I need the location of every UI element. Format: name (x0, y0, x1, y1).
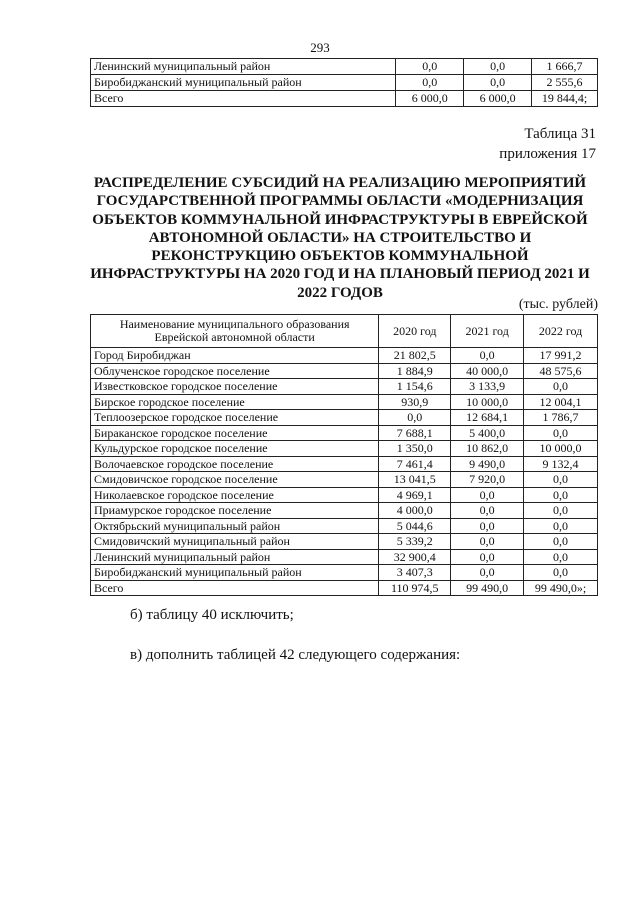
row-name: Облученское городское поселение (91, 363, 379, 379)
table-row (91, 75, 598, 91)
value-2020: 0,0 (379, 410, 451, 426)
top-table (90, 58, 598, 107)
value-2022: 0,0 (524, 425, 598, 441)
caption-table-number: Таблица 31 (524, 126, 596, 142)
value-2020: 5 044,6 (379, 518, 451, 534)
top-row-name: Всего (91, 91, 396, 107)
value-2022: 12 004,1 (524, 394, 598, 410)
value-2021: 0,0 (451, 549, 524, 565)
value-2021: 7 920,0 (451, 472, 524, 488)
value-2021: 0,0 (451, 534, 524, 550)
value-2021: 99 490,0 (451, 580, 524, 596)
value-2022: 0,0 (524, 472, 598, 488)
value-2022: 0,0 (524, 534, 598, 550)
table-row (91, 503, 598, 519)
value-2020: 1 884,9 (379, 363, 451, 379)
value-2021: 0,0 (451, 348, 524, 364)
value-2020: 1 154,6 (379, 379, 451, 395)
value-2020: 21 802,5 (379, 348, 451, 364)
header-2021: 2021 год (451, 315, 524, 348)
value-2022: 0,0 (524, 379, 598, 395)
value-2022: 48 575,6 (524, 363, 598, 379)
table-row (91, 91, 598, 107)
value-2020: 4 969,1 (379, 487, 451, 503)
table-row (91, 472, 598, 488)
value-2021: 10 000,0 (451, 394, 524, 410)
value-2020: 5 339,2 (379, 534, 451, 550)
value-2021: 0,0 (451, 503, 524, 519)
value-2022: 0,0 (524, 518, 598, 534)
value-2020: 32 900,4 (379, 549, 451, 565)
subsidy-table (90, 314, 598, 596)
top-row-value: 0,0 (396, 75, 464, 91)
table-row (91, 59, 598, 75)
subsidy-table-body (91, 348, 598, 596)
top-row-name: Биробиджанский муниципальный район (91, 75, 396, 91)
value-2022: 99 490,0»; (524, 580, 598, 596)
document-title: РАСПРЕДЕЛЕНИЕ СУБСИДИЙ НА РЕАЛИЗАЦИЮ МЕРОПРИЯТИЙ ГОСУДАРСТВЕННОЙ ПРОГРАММЫ ОБЛАСТИ «МОДЕРНИЗАЦИЯ ОБЪЕКТОВ КОММУНАЛЬНОЙ ИНФРАСТРУКТУРЫ В ЕВРЕЙСКОЙ АВТОНОМНОЙ ОБЛАСТИ» НА СТРОИТЕЛЬСТВО И РЕКОНСТРУКЦИЮ ОБЪЕКТОВ КОММУНАЛЬНОЙ ИНФРАСТРУКТУРЫ НА 2020 ГОД И НА ПЛАНОВЫЙ ПЕРИОД 2021 И 2022 ГОДОВ (90, 175, 590, 301)
value-2021: 10 862,0 (451, 441, 524, 457)
table-row (91, 410, 598, 426)
row-name: Всего (91, 580, 379, 596)
top-row-value: 2 555,6 (532, 75, 598, 91)
table-row (91, 580, 598, 596)
row-name: Смидовичский муниципальный район (91, 534, 379, 550)
value-2022: 10 000,0 (524, 441, 598, 457)
table-row (91, 487, 598, 503)
table-row (91, 363, 598, 379)
top-row-value: 1 666,7 (532, 59, 598, 75)
value-2021: 0,0 (451, 518, 524, 534)
table-row (91, 348, 598, 364)
row-name: Николаевское городское поселение (91, 487, 379, 503)
row-name: Теплоозерское городское поселение (91, 410, 379, 426)
value-2021: 0,0 (451, 565, 524, 581)
value-2020: 1 350,0 (379, 441, 451, 457)
table-row (91, 379, 598, 395)
header-2020: 2020 год (379, 315, 451, 348)
caption-appendix: приложения 17 (499, 146, 596, 162)
value-2020: 7 688,1 (379, 425, 451, 441)
value-2020: 110 974,5 (379, 580, 451, 596)
value-2022: 17 991,2 (524, 348, 598, 364)
table-row (91, 549, 598, 565)
top-row-value: 0,0 (464, 75, 532, 91)
row-name: Бирское городское поселение (91, 394, 379, 410)
table-row (91, 425, 598, 441)
value-2020: 930,9 (379, 394, 451, 410)
table-row (91, 394, 598, 410)
note-v: в) дополнить таблицей 42 следующего содержания: (130, 647, 461, 663)
units-label: (тыс. рублей) (518, 297, 598, 312)
value-2020: 3 407,3 (379, 565, 451, 581)
header-2022: 2022 год (524, 315, 598, 348)
row-name: Ленинский муниципальный район (91, 549, 379, 565)
row-name: Октябрьский муниципальный район (91, 518, 379, 534)
top-row-value: 19 844,4; (532, 91, 598, 107)
value-2021: 3 133,9 (451, 379, 524, 395)
value-2021: 40 000,0 (451, 363, 524, 379)
value-2022: 1 786,7 (524, 410, 598, 426)
top-row-value: 0,0 (396, 59, 464, 75)
top-row-name: Ленинский муниципальный район (91, 59, 396, 75)
row-name: Приамурское городское поселение (91, 503, 379, 519)
value-2021: 0,0 (451, 487, 524, 503)
row-name: Биробиджанский муниципальный район (91, 565, 379, 581)
value-2021: 9 490,0 (451, 456, 524, 472)
value-2022: 9 132,4 (524, 456, 598, 472)
value-2022: 0,0 (524, 487, 598, 503)
row-name: Кульдурское городское поселение (91, 441, 379, 457)
value-2020: 7 461,4 (379, 456, 451, 472)
header-name: Наименование муниципального образования Еврейской автономной области (91, 315, 379, 348)
table-row (91, 456, 598, 472)
table-header-row (91, 315, 598, 348)
value-2020: 4 000,0 (379, 503, 451, 519)
top-row-value: 6 000,0 (464, 91, 532, 107)
table-row (91, 534, 598, 550)
row-name: Бираканское городское поселение (91, 425, 379, 441)
value-2021: 12 684,1 (451, 410, 524, 426)
top-row-value: 0,0 (464, 59, 532, 75)
table-row (91, 518, 598, 534)
value-2020: 13 041,5 (379, 472, 451, 488)
row-name: Город Биробиджан (91, 348, 379, 364)
value-2022: 0,0 (524, 565, 598, 581)
table-row (91, 565, 598, 581)
top-row-value: 6 000,0 (396, 91, 464, 107)
table-row (91, 441, 598, 457)
value-2022: 0,0 (524, 549, 598, 565)
row-name: Волочаевское городское поселение (91, 456, 379, 472)
note-b: б) таблицу 40 исключить; (130, 607, 294, 623)
table-caption (499, 124, 596, 164)
page-number: 293 (310, 40, 330, 55)
row-name: Смидовичское городское поселение (91, 472, 379, 488)
value-2022: 0,0 (524, 503, 598, 519)
value-2021: 5 400,0 (451, 425, 524, 441)
row-name: Известковское городское поселение (91, 379, 379, 395)
